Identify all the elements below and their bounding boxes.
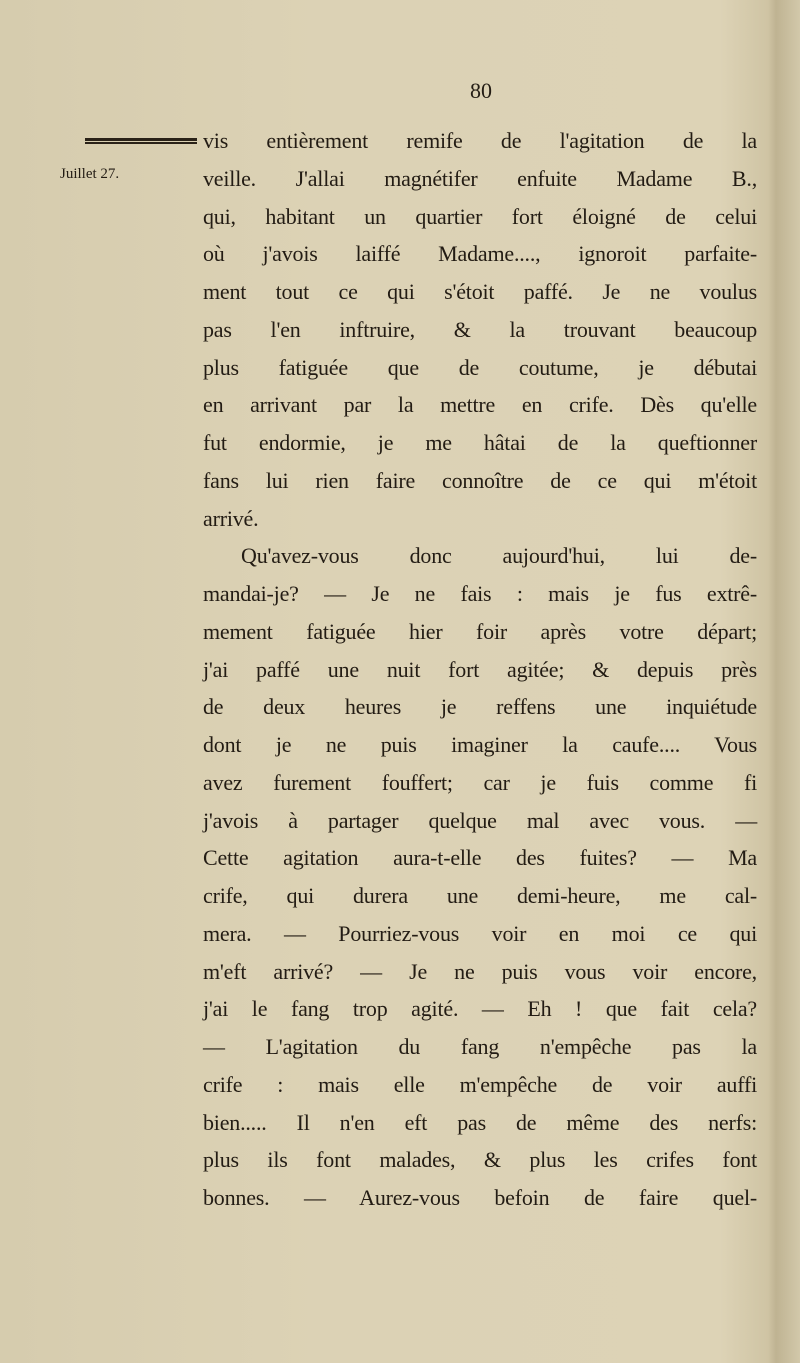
text-line: mera. — Pourriez-vous voir en moi ce qui xyxy=(203,920,757,946)
text-line: m'eft arrivé? — Je ne puis vous voir encore, xyxy=(203,958,757,984)
body-text xyxy=(203,122,757,1217)
text-line: crife, qui durera une demi-heure, me cal- xyxy=(203,883,757,908)
margin-note-date: Juillet 27. xyxy=(60,166,120,182)
text-line: Cette agitation aura-t-elle des fuites? — Ma xyxy=(203,845,757,871)
text-line: vis entièrement remife de l'agitation de la xyxy=(203,128,757,153)
section-rule xyxy=(85,138,197,144)
text-line: dont je ne puis imaginer la caufe.... Vous xyxy=(203,732,757,757)
text-line: veille. J'allai magnétifer enfuite Madame B., xyxy=(203,165,757,191)
text-line: arrivé. xyxy=(203,505,259,531)
text-line: bien..... Il n'en eft pas de même des nerfs: xyxy=(203,1109,757,1135)
text-line: pas l'en inftruire, & la trouvant beaucoup xyxy=(203,316,757,342)
text-line: de deux heures je reffens une inquiétude xyxy=(203,694,757,720)
text-line: plus ils font malades, & plus les crifes font xyxy=(203,1147,757,1173)
text-line: plus fatiguée que de coutume, je débutai xyxy=(203,354,757,380)
text-line: bonnes. — Aurez-vous befoin de faire quel- xyxy=(203,1185,757,1210)
text-line: fans lui rien faire connoître de ce qui m'étoit xyxy=(203,467,757,493)
text-line: j'avois à partager quelque mal avec vous. — xyxy=(203,807,757,833)
text-line: crife : mais elle m'empêche de voir auffi xyxy=(203,1071,757,1097)
paragraph-start-line: Qu'avez-vous donc aujourd'hui, lui de- xyxy=(241,543,757,569)
text-line: mandai-je? — Je ne fais : mais je fus extrê- xyxy=(203,581,757,606)
text-line: en arrivant par la mettre en crife. Dès qu'elle xyxy=(203,392,757,418)
page-number: 80 xyxy=(470,78,492,103)
text-line: fut endormie, je me hâtai de la queftionner xyxy=(203,430,757,455)
text-line: j'ai le fang trop agité. — Eh ! que fait cela? xyxy=(203,996,757,1022)
text-line: j'ai paffé une nuit fort agitée; & depuis près xyxy=(203,656,757,682)
text-line: avez furement fouffert; car je fuis comme fi xyxy=(203,769,757,795)
text-line: mement fatiguée hier foir après votre départ; xyxy=(203,618,757,644)
text-line: ment tout ce qui s'étoit paffé. Je ne voulus xyxy=(203,279,757,304)
text-line: qui, habitant un quartier fort éloigné de celui xyxy=(203,203,757,229)
text-line: où j'avois laiffé Madame...., ignoroit parfaite- xyxy=(203,241,757,267)
text-line: — L'agitation du fang n'empêche pas la xyxy=(203,1034,757,1059)
